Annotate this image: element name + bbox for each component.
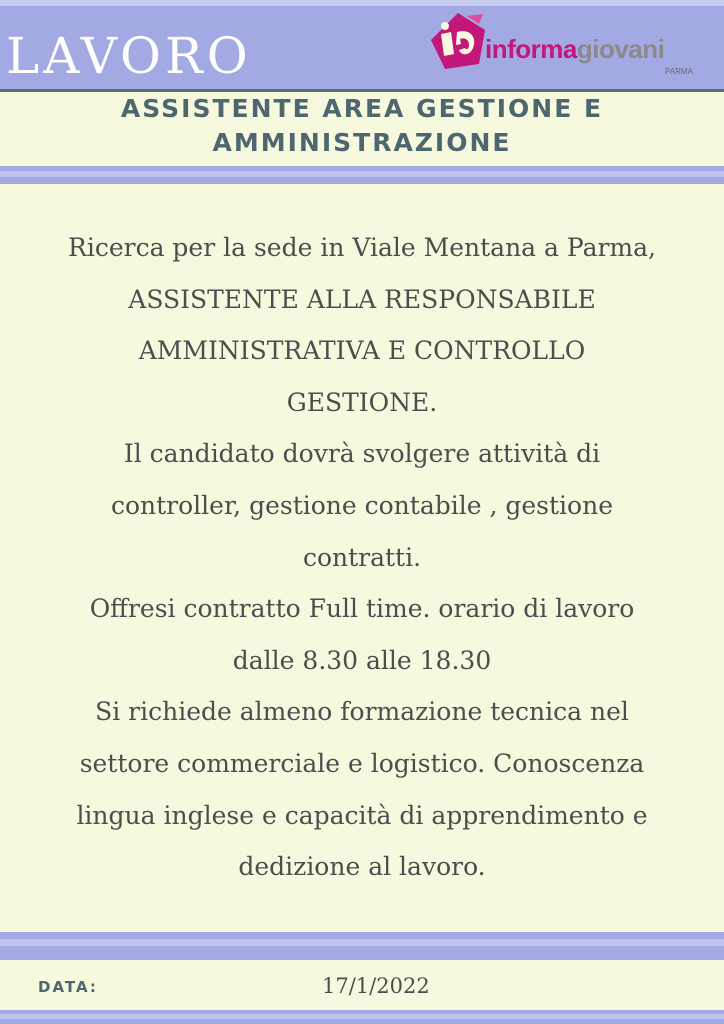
- informagiovani-logo-icon: [427, 10, 489, 72]
- description-line: contratti.: [302, 542, 422, 572]
- date-label: DATA:: [38, 978, 98, 996]
- footer-band: [0, 932, 724, 960]
- description-line: lingua inglese e capacità di apprendimento e: [76, 800, 648, 830]
- description-line: controller, gestione contabile , gestione: [110, 490, 613, 520]
- footer-band-highlight: [0, 939, 724, 946]
- logo-word-informa: informa: [485, 34, 577, 64]
- category-title: LAVORO: [6, 27, 252, 85]
- job-title: [0, 92, 724, 160]
- description-line: Offresi contratto Full time. orario di lavoro: [89, 594, 635, 624]
- informagiovani-logo: [427, 10, 717, 80]
- description-line: dedizione al lavoro.: [238, 852, 486, 882]
- description-line: Il candidato dovrà svolgere attività di: [123, 439, 601, 469]
- informagiovani-wordmark: [485, 34, 664, 65]
- description-line: dalle 8.30 alle 18.30: [232, 645, 492, 675]
- bottom-band-highlight: [0, 1014, 724, 1019]
- logo-word-giovani: giovani: [576, 34, 665, 64]
- logo-city: PARMA: [665, 67, 693, 76]
- date-value: 17/1/2022: [322, 974, 430, 998]
- description-line: Ricerca per la sede in Viale Mentana a Parma,: [68, 233, 656, 262]
- job-description: [10, 222, 714, 893]
- title-band-highlight: [0, 171, 724, 177]
- description-line: GESTIONE.: [286, 387, 438, 417]
- description-line: settore commerciale e logistico. Conoscenza: [79, 748, 645, 778]
- description-line: AMMINISTRATIVA E CONTROLLO: [138, 336, 586, 366]
- header-band-highlight: [0, 0, 724, 6]
- job-title-line-2: AMMINISTRAZIONE: [212, 128, 512, 157]
- description-line: Si richiede almeno formazione tecnica nel: [95, 697, 629, 727]
- job-title-line-1: ASSISTENTE AREA GESTIONE E: [120, 94, 604, 123]
- description-line: ASSISTENTE ALLA RESPONSABILE: [128, 284, 596, 314]
